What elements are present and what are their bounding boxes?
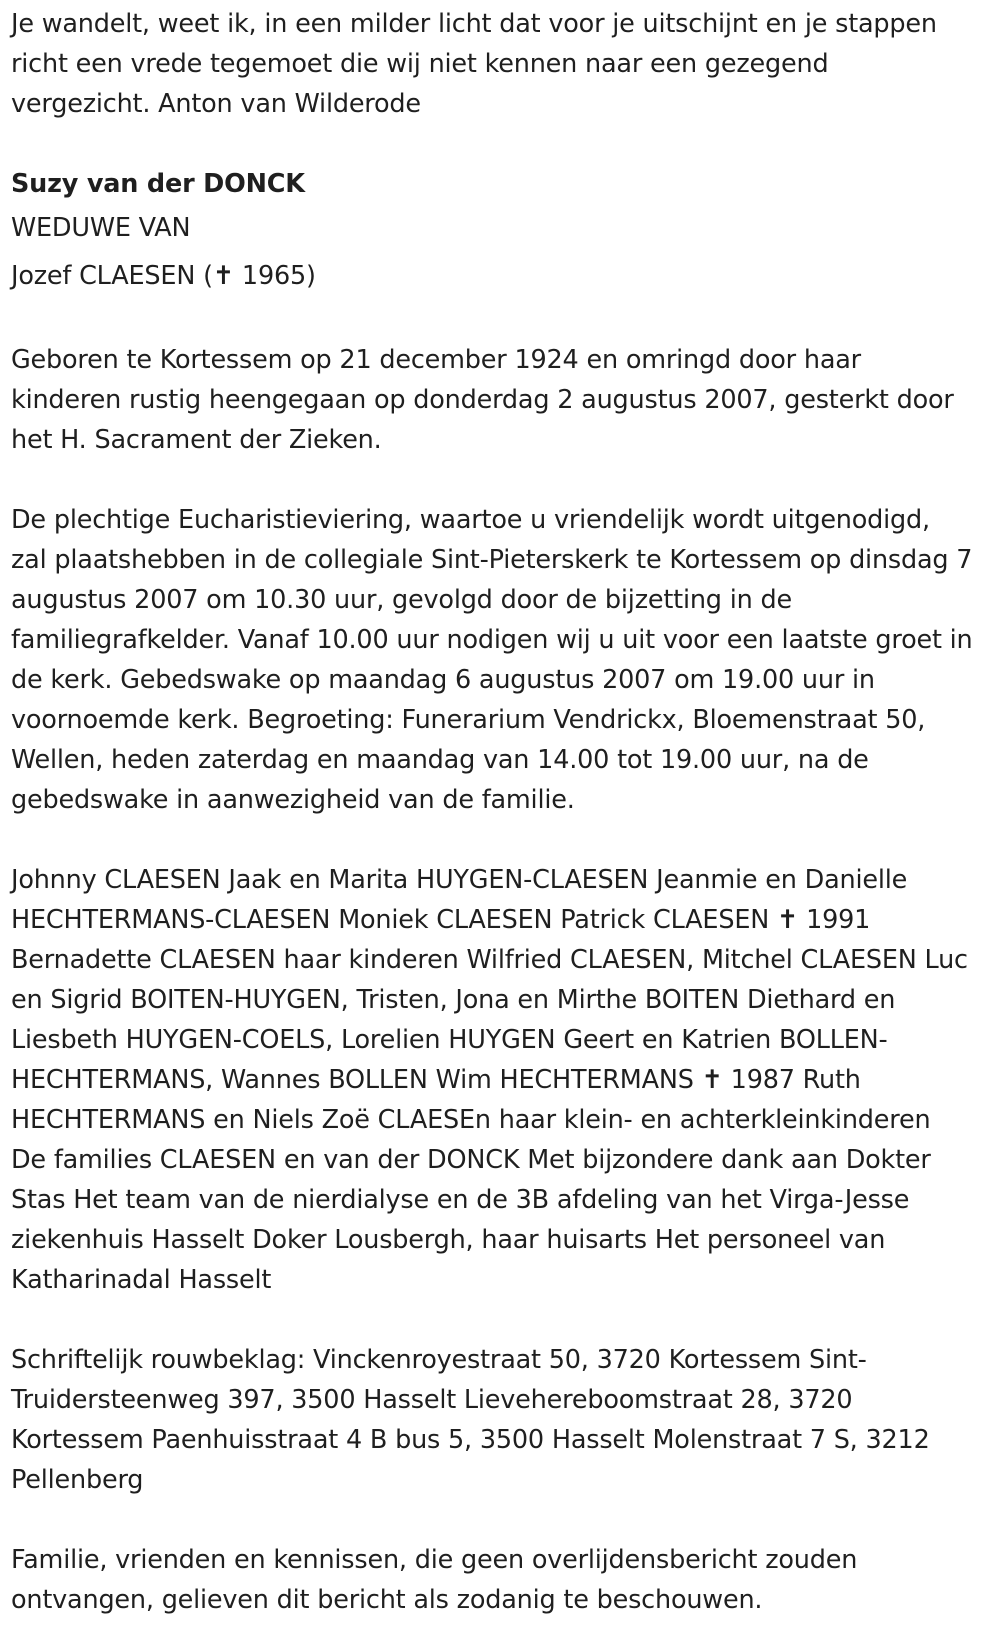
family-paragraph: Johnny CLAESEN Jaak en Marita HUYGEN-CLAESEN Jeanmie en Danielle HECHTERMANS-CLAESEN Moniek CLAESEN Patrick CLAESEN ✝ 1991 Bernadette CLAESEN haar kinderen Wilfried CLAESEN, Mitchel CLAESEN Luc en Sigrid BOITEN-HUYGEN, Tristen, Jona en Mirthe BOITEN Diethard en Liesbeth HUYGEN-COELS, Lorelien HUYGEN Geert en Katrien BOLLEN-HECHTERMANS, Wannes BOLLEN Wim HECHTERMANS ✝ 1987 Ruth HECHTERMANS en Niels Zoë CLAESEn haar klein- en achterkleinkinderen De families CLAESEN en van der DONCK Met bijzondere dank aan Dokter Stas Het team van de nierdialyse en de 3B afdeling van het Virga-Jesse ziekenhuis Hasselt Doker Lousbergh, haar huisarts Het personeel van Katharinadal Hasselt [11, 865, 968, 1295]
spacer [11, 300, 973, 340]
spacer [11, 124, 973, 164]
spouse-name: Jozef CLAESEN (✝ 1965) [11, 261, 316, 291]
birth-death-paragraph: Geboren te Kortessem op 21 december 1924 en omringd door haar kinderen rustig heengegaan op donderdag 2 augustus 2007, gesterkt door het H. Sacrament der Zieken. [11, 345, 954, 455]
condolence-paragraph: Schriftelijk rouwbeklag: Vinckenroyestraat 50, 3720 Kortessem Sint-Truidersteenweg 397, 3500 Hasselt Lievehereboomstraat 28, 3720 Kortessem Paenhuisstraat 4 B bus 5, 3500 Hasselt Molenstraat 7 S, 3212 Pellenberg [11, 1345, 930, 1495]
closing-paragraph: Familie, vrienden en kennissen, die geen overlijdensbericht zouden ontvangen, gelieven dit bericht als zodanig te beschouwen. [11, 1545, 858, 1615]
spacer [11, 460, 973, 500]
spacer [11, 820, 973, 860]
widow-status: WEDUWE VAN [11, 213, 191, 243]
spacer [11, 1500, 973, 1540]
memorial-quote: Je wandelt, weet ik, in een milder licht dat voor je uitschijnt en je stappen richt een vrede tegemoet die wij niet kennen naar een gezegend vergezicht. Anton van Wilderode [11, 9, 937, 119]
spacer [11, 1300, 973, 1340]
deceased-name: Suzy van der DONCK [11, 169, 305, 199]
ceremony-paragraph: De plechtige Eucharistieviering, waartoe u vriendelijk wordt uitgenodigd, zal plaatshebben in de collegiale Sint-Pieterskerk te Kortessem op dinsdag 7 augustus 2007 om 10.30 uur, gevolgd door de bijzetting in de familiegrafkelder. Vanaf 10.00 uur nodigen wij u uit voor een laatste groet in de kerk. Gebedswake op maandag 6 augustus 2007 om 19.00 uur in voornoemde kerk. Begroeting: Funerarium Vendrickx, Bloemenstraat 50, Wellen, heden zaterdag en maandag van 14.00 tot 19.00 uur, na de gebedswake in aanwezigheid van de familie. [11, 505, 973, 815]
